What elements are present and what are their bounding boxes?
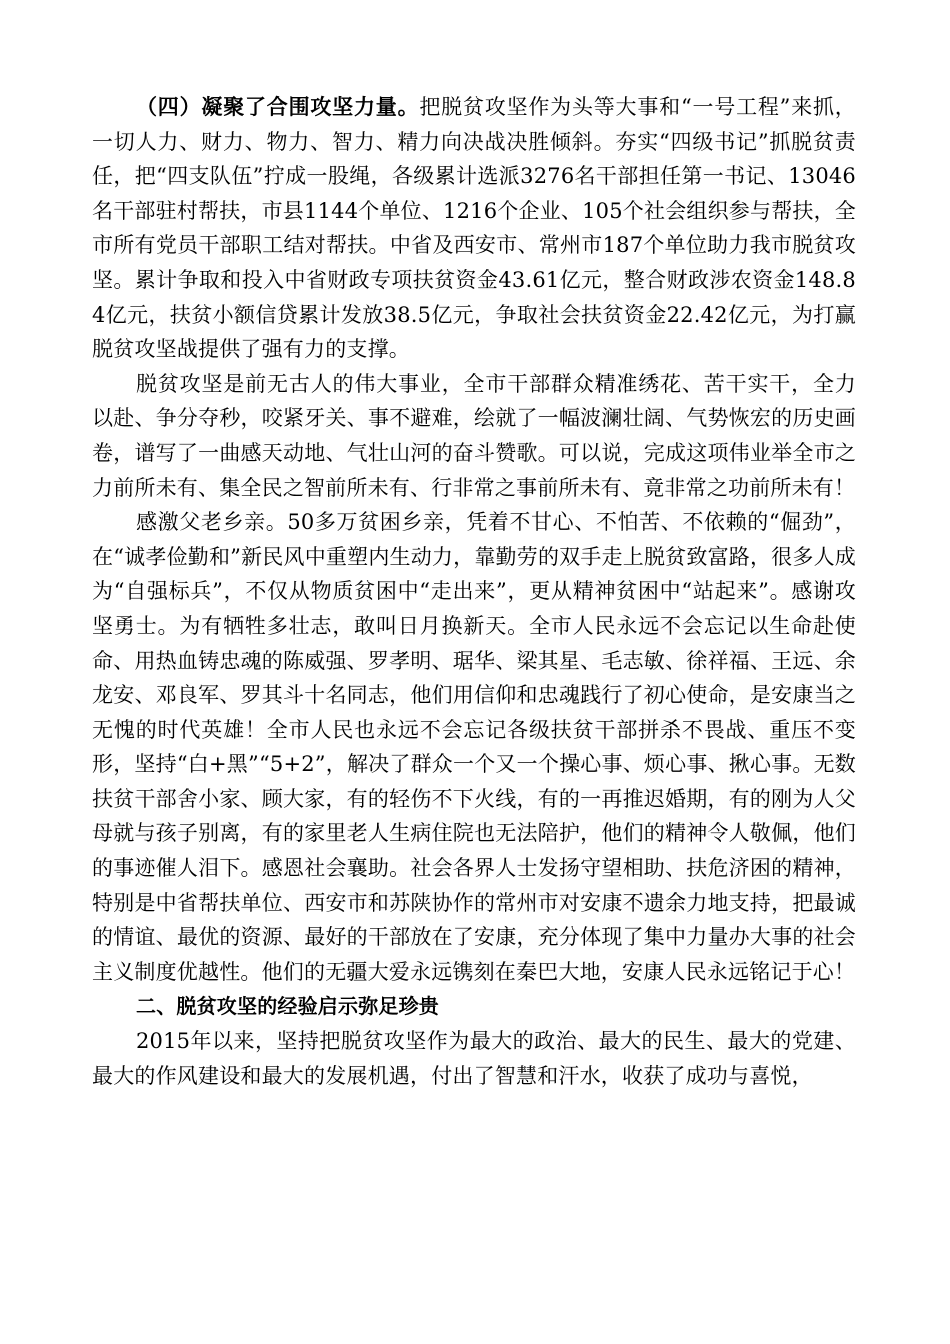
paragraph-body-text: 把脱贫攻坚作为头等大事和“一号工程”来抓，一切人力、财力、物力、智力、精力向决战决胜倾斜。夯实“四级书记”抓脱贫责任，把“四支队伍”拧成一股绳，各级累计选派3276名干部担任第一书记、13046名干部驻村帮扶，市县1144个单位、1216个企业、105个社会组织参与帮扶，全市所有党员干部职工结对帮扶。中省及西安市、常州市187个单位助力我市脱贫攻坚。累计争取和投入中省财政专项扶贫资金43.61亿元，整合财政涉农资金148.84亿元，扶贫小额信贷累计发放38.5亿元，争取社会扶贫资金22.42亿元，为打赢脱贫攻坚战提供了强有力的支撑。 xyxy=(92,95,856,362)
paragraph-since-2015: 2015年以来，坚持把脱贫攻坚作为最大的政治、最大的民生、最大的党建、最大的作风建设和最大的发展机遇，付出了智慧和汗水，收获了成功与喜悦， xyxy=(92,1029,856,1088)
section-heading: 二、脱贫攻坚的经验启示弥足珍贵 xyxy=(136,994,439,1019)
document-body xyxy=(92,90,856,1093)
paragraph-combined-forces xyxy=(92,90,856,367)
paragraph-gratitude: 感激父老乡亲。50多万贫困乡亲，凭着不甘心、不怕苦、不依赖的“倔劲”，在“诚孝俭勤和”新民风中重塑内生动力，靠勤劳的双手走上脱贫致富路，很多人成为“自强标兵”，不仅从物质贫困中“走出来”，更从精神贫困中“站起来”。感谢攻坚勇士。为有牺牲多壮志，敢叫日月换新天。全市人民永远不会忘记以生命赴使命、用热血铸忠魂的陈威强、罗孝明、琚华、梁其星、毛志敏、徐祥福、王远、余龙安、邓良军、罗其斗十名同志，他们用信仰和忠魂践行了初心使命，是安康当之无愧的时代英雄！全市人民也永远不会忘记各级扶贫干部拼杀不畏战、重压不变形，坚持“白+黑”“5+2”，解决了群众一个又一个操心事、烦心事、揪心事。无数扶贫干部舍小家、顾大家，有的轻伤不下火线，有的一再推迟婚期，有的刚为人父母就与孩子别离，有的家里老人生病住院也无法陪护，他们的精神令人敬佩，他们的事迹催人泪下。感恩社会襄助。社会各界人士发扬守望相助、扶危济困的精神，特别是中省帮扶单位、西安市和苏陕协作的常州市对安康不遗余力地支持，把最诚的情谊、最优的资源、最好的干部放在了安康，充分体现了集中力量办大事的社会主义制度优越性。他们的无疆大爱永远镌刻在秦巴大地，安康人民永远铭记于心！ xyxy=(92,510,856,984)
paragraph-great-cause: 脱贫攻坚是前无古人的伟大事业，全市干部群众精准绣花、苦干实干，全力以赴、争分夺秒，咬紧牙关、事不避难，绘就了一幅波澜壮阔、气势恢宏的历史画卷，谱写了一曲感天动地、气壮山河的奋斗赞歌。可以说，完成这项伟业举全市之力前所未有、集全民之智前所未有、行非常之事前所未有、竟非常之功前所未有！ xyxy=(92,371,856,500)
paragraph-lead-title: （四）凝聚了合围攻坚力量。 xyxy=(136,94,420,119)
